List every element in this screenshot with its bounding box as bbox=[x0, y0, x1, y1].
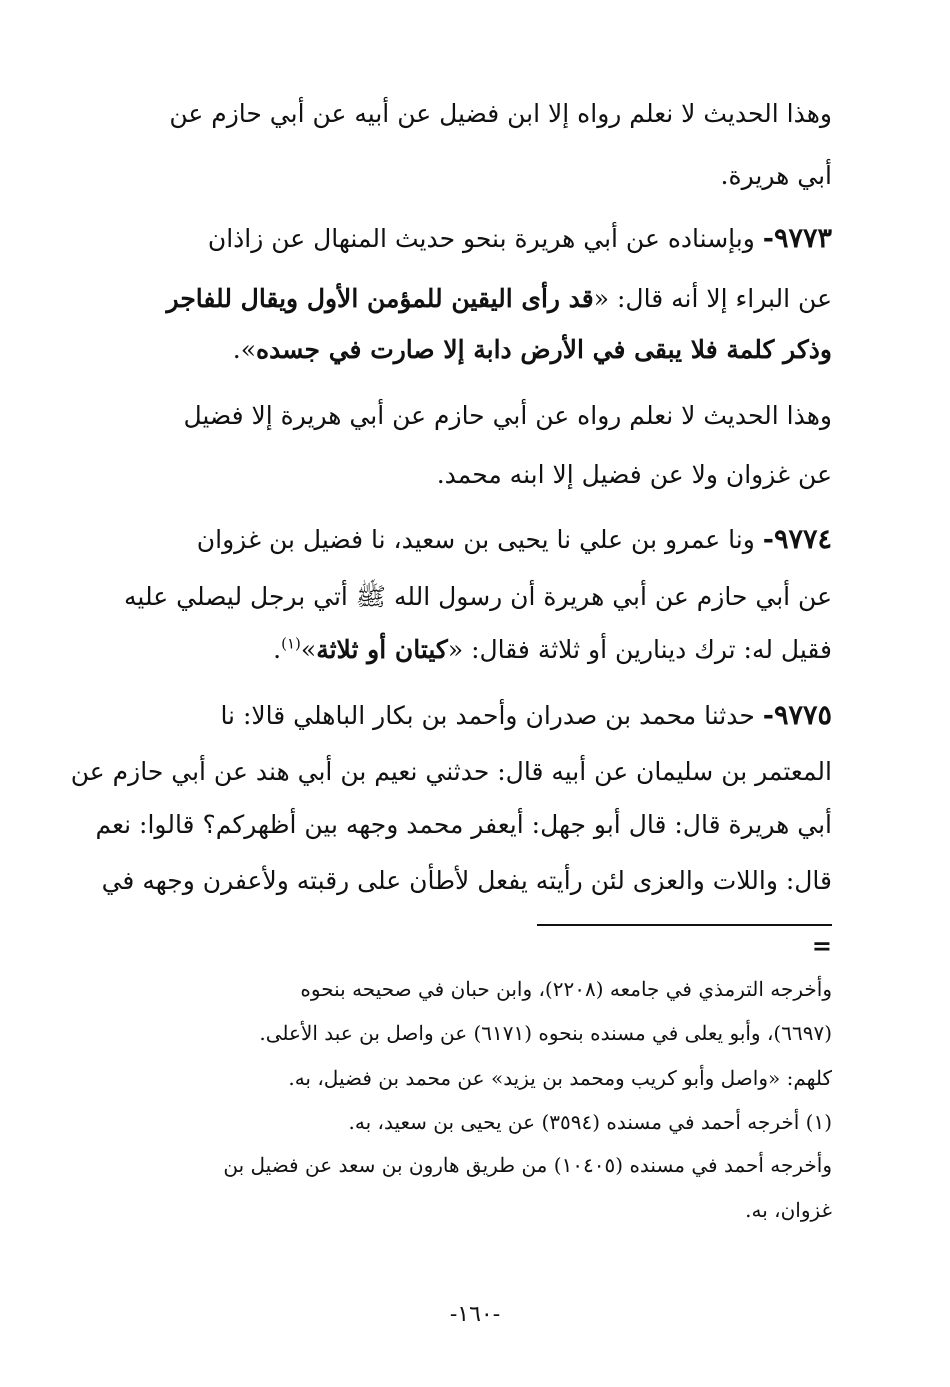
hadith-number: ٩٧٧٥- bbox=[762, 700, 832, 731]
hadith-quote: قد رأى اليقين للمؤمن الأول ويقال للفاجر bbox=[166, 284, 594, 313]
hadith-text: » bbox=[300, 635, 317, 664]
hadith-text: ». bbox=[232, 335, 257, 364]
footnote-separator bbox=[537, 924, 832, 926]
footnote-line-5: وأخرجه أحمد في مسنده (١٠٤٠٥) من طريق هارون بن سعد عن فضيل بن bbox=[223, 1153, 832, 1177]
hadith-9773-line-2 bbox=[120, 279, 832, 319]
hadith-number: ٩٧٧٣- bbox=[762, 223, 832, 254]
hadith-9774-line-1 bbox=[120, 520, 832, 560]
hadith-9775-line-4: قال: واللات والعزى لئن رأيته يفعل لأطأن على رقبته ولأعفرن وجهه في bbox=[101, 866, 832, 895]
footnote-line-1: وأخرجه الترمذي في جامعه (٢٢٠٨)، وابن حبان في صحيحه بنحوه bbox=[300, 977, 832, 1001]
paragraph-1-line-2: أبي هريرة. bbox=[720, 161, 832, 190]
hadith-9775-line-2: المعتمر بن سليمان عن أبيه قال: حدثني نعيم بن أبي هند عن أبي حازم عن bbox=[70, 757, 832, 786]
hadith-9775-line-1 bbox=[120, 696, 832, 736]
footnote-line-4: (١) أخرجه أحمد في مسنده (٣٥٩٤) عن يحيى بن سعيد، به. bbox=[348, 1110, 832, 1134]
hadith-text: حدثنا محمد بن صدران وأحمد بن بكار الباهلي قالا: نا bbox=[220, 701, 763, 730]
footnote-continuation-mark: = bbox=[811, 931, 832, 960]
hadith-9774-line-2: عن أبي حازم عن أبي هريرة أن رسول الله ﷺ أتي برجل ليصلي عليه bbox=[124, 582, 832, 611]
page-number: -١٦٠- bbox=[449, 1302, 501, 1327]
paragraph-3-line-1: وهذا الحديث لا نعلم رواه عن أبي حازم عن أبي هريرة إلا فضيل bbox=[183, 401, 832, 430]
footnote-marker[interactable]: (١) bbox=[281, 634, 301, 653]
hadith-9775-line-3: أبي هريرة قال: قال أبو جهل: أيعفر محمد وجهه بين أظهركم؟ قالوا: نعم bbox=[95, 810, 832, 839]
paragraph-3-line-2: عن غزوان ولا عن فضيل إلا ابنه محمد. bbox=[436, 460, 832, 489]
hadith-text: . bbox=[273, 635, 282, 664]
hadith-text: فقيل له: ترك دينارين أو ثلاثة فقال: « bbox=[447, 635, 832, 664]
hadith-text: وبإسناده عن أبي هريرة بنحو حديث المنهال عن زاذان bbox=[207, 224, 763, 253]
hadith-9773-line-3 bbox=[120, 330, 832, 370]
paragraph-1-line-1: وهذا الحديث لا نعلم رواه إلا ابن فضيل عن أبيه عن أبي حازم عن bbox=[169, 99, 832, 128]
hadith-quote: كيتان أو ثلاثة bbox=[316, 635, 448, 664]
hadith-9774-line-3 bbox=[120, 630, 832, 670]
footnote-line-2: (٦٦٩٧)، وأبو يعلى في مسنده بنحوه (٦١٧١) عن واصل بن عبد الأعلى. bbox=[259, 1021, 832, 1045]
hadith-text: عن البراء إلا أنه قال: « bbox=[593, 284, 832, 313]
hadith-number: ٩٧٧٤- bbox=[762, 524, 832, 555]
hadith-9773-line-1 bbox=[120, 219, 832, 259]
footnote-line-6: غزوان، به. bbox=[745, 1198, 832, 1222]
hadith-quote: وذكر كلمة فلا يبقى في الأرض دابة إلا صارت في جسده bbox=[256, 335, 832, 364]
hadith-text: ونا عمرو بن علي نا يحيى بن سعيد، نا فضيل بن غزوان bbox=[196, 525, 763, 554]
footnote-line-3: كلهم: «واصل وأبو كريب ومحمد بن يزيد» عن محمد بن فضيل، به. bbox=[288, 1066, 832, 1090]
